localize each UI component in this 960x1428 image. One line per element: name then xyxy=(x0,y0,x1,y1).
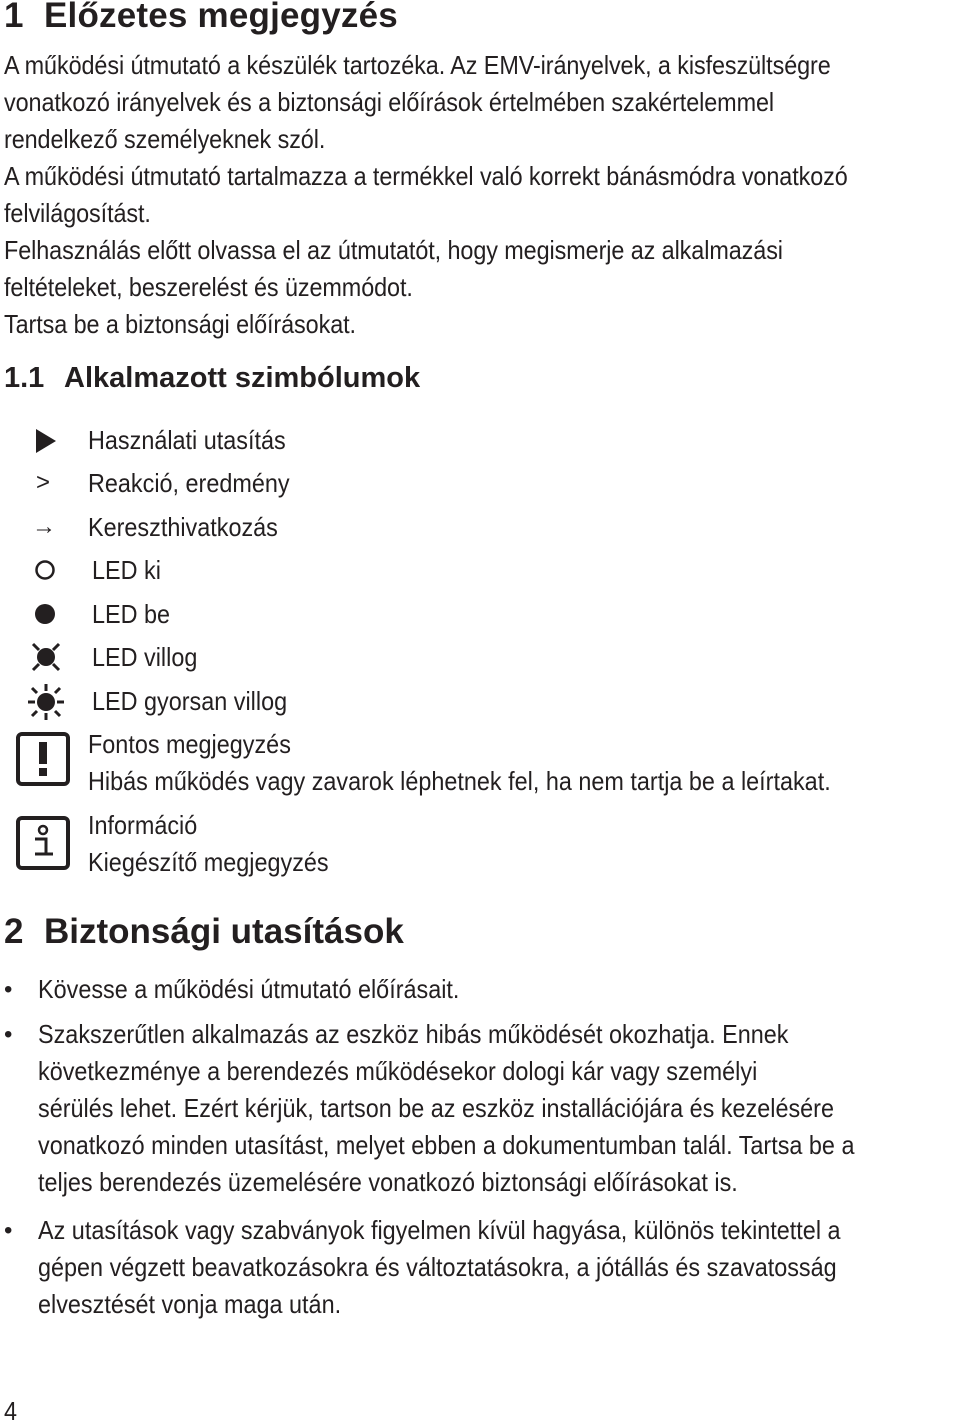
play-triangle-icon xyxy=(36,429,56,453)
greater-than-icon: > xyxy=(36,469,51,496)
bullet-dot: • xyxy=(4,1021,13,1048)
page-number: 4 xyxy=(4,1396,18,1426)
info-note-text: Kiegészítő megjegyzés xyxy=(88,847,329,877)
paragraph-line: Tartsa be a biztonsági előírásokat. xyxy=(4,309,356,339)
paragraph-line: felvilágosítást. xyxy=(4,198,151,228)
bullet-line: gépen végzett beavatkozásokra és változtatásokra, a jótállás és szavatosság xyxy=(38,1252,837,1282)
section-2-number: 2 xyxy=(4,912,24,951)
symbol-row-led-fast-blink xyxy=(0,681,960,721)
symbol-row-instruction xyxy=(0,420,960,460)
section-1-1-title: Alkalmazott szimbólumok xyxy=(64,362,421,394)
bullet-line: Az utasítások vagy szabványok figyelmen kívül hagyása, különös tekintettel a xyxy=(38,1215,841,1245)
section-2-heading xyxy=(4,912,404,952)
bullet-line: következménye a berendezés működésekor dologi kár vagy személyi xyxy=(38,1056,758,1086)
led-on-icon xyxy=(34,603,56,625)
section-2-title: Biztonsági utasítások xyxy=(44,912,404,951)
section-1-1-heading xyxy=(4,362,420,395)
important-note-text: Hibás működés vagy zavarok léphetnek fel, ha nem tartja be a leírtakat. xyxy=(88,766,831,796)
bullet-line: vonatkozó minden utasítást, melyet ebben a dokumentumban talál. Tartsa be a xyxy=(38,1130,855,1160)
symbol-label: LED ki xyxy=(92,555,161,585)
bullet-text xyxy=(38,1016,854,1201)
paragraph-line: A működési útmutató a készülék tartozéka. Az EMV-irányelvek, a kisfeszültségre xyxy=(4,50,831,80)
led-off-icon xyxy=(34,559,56,581)
symbol-label: LED villog xyxy=(92,642,198,672)
symbol-label: Kereszthivatkozás xyxy=(88,512,278,542)
paragraph-line: Felhasználás előtt olvassa el az útmutatót, hogy megismerje az alkalmazási xyxy=(4,235,783,265)
info-icon xyxy=(16,816,70,870)
paragraph-line: feltételeket, beszerelést és üzemmódot. xyxy=(4,272,413,302)
bullet-text xyxy=(38,971,459,1008)
symbol-label: LED be xyxy=(92,599,171,629)
symbol-label: LED gyorsan villog xyxy=(92,686,288,716)
info-note-title: Információ xyxy=(88,810,198,840)
bullet-dot: • xyxy=(4,976,13,1003)
paragraph-line: A működési útmutató tartalmazza a termékkel való korrekt bánásmódra vonatkozó xyxy=(4,161,848,191)
symbol-row-led-on xyxy=(0,594,960,634)
bullet-line: elvesztését vonja maga után. xyxy=(38,1289,342,1319)
section-1-1-number: 1.1 xyxy=(4,362,45,394)
important-note xyxy=(88,726,831,800)
bullet-text xyxy=(38,1212,841,1323)
symbol-row-crossref xyxy=(0,507,960,547)
arrow-right-icon: → xyxy=(32,513,56,540)
symbol-label: Reakció, eredmény xyxy=(88,468,290,498)
bullet-line: Kövesse a működési útmutató előírásait. xyxy=(38,974,460,1004)
symbol-label: Használati utasítás xyxy=(88,425,286,455)
symbol-row-led-off xyxy=(0,550,960,590)
exclamation-icon xyxy=(16,732,70,786)
section-1-title: Előzetes megjegyzés xyxy=(44,0,398,35)
bullet-line: Szakszerűtlen alkalmazás az eszköz hibás működését okozhatja. Ennek xyxy=(38,1019,789,1049)
led-fast-blink-icon xyxy=(27,683,65,721)
bullet-line: sérülés lehet. Ezért kérjük, tartson be az eszköz installációjára és kezelésére xyxy=(38,1093,834,1123)
info-note xyxy=(88,807,329,881)
important-note-title: Fontos megjegyzés xyxy=(88,729,291,759)
paragraph-line: vonatkozó irányelvek és a biztonsági előírások értelmében szakértelemmel xyxy=(4,87,775,117)
paragraph-line: rendelkező személyeknek szól. xyxy=(4,124,326,154)
symbol-row-led-blink xyxy=(0,637,960,677)
section-1-heading xyxy=(4,0,398,36)
bullet-dot: • xyxy=(4,1217,13,1244)
led-blink-icon xyxy=(30,641,62,673)
bullet-line: teljes berendezés üzemelésére vonatkozó biztonsági előírásokat is. xyxy=(38,1167,738,1197)
symbol-row-result xyxy=(0,463,960,503)
section-1-number: 1 xyxy=(4,0,24,35)
section-1-paragraph xyxy=(4,47,848,343)
